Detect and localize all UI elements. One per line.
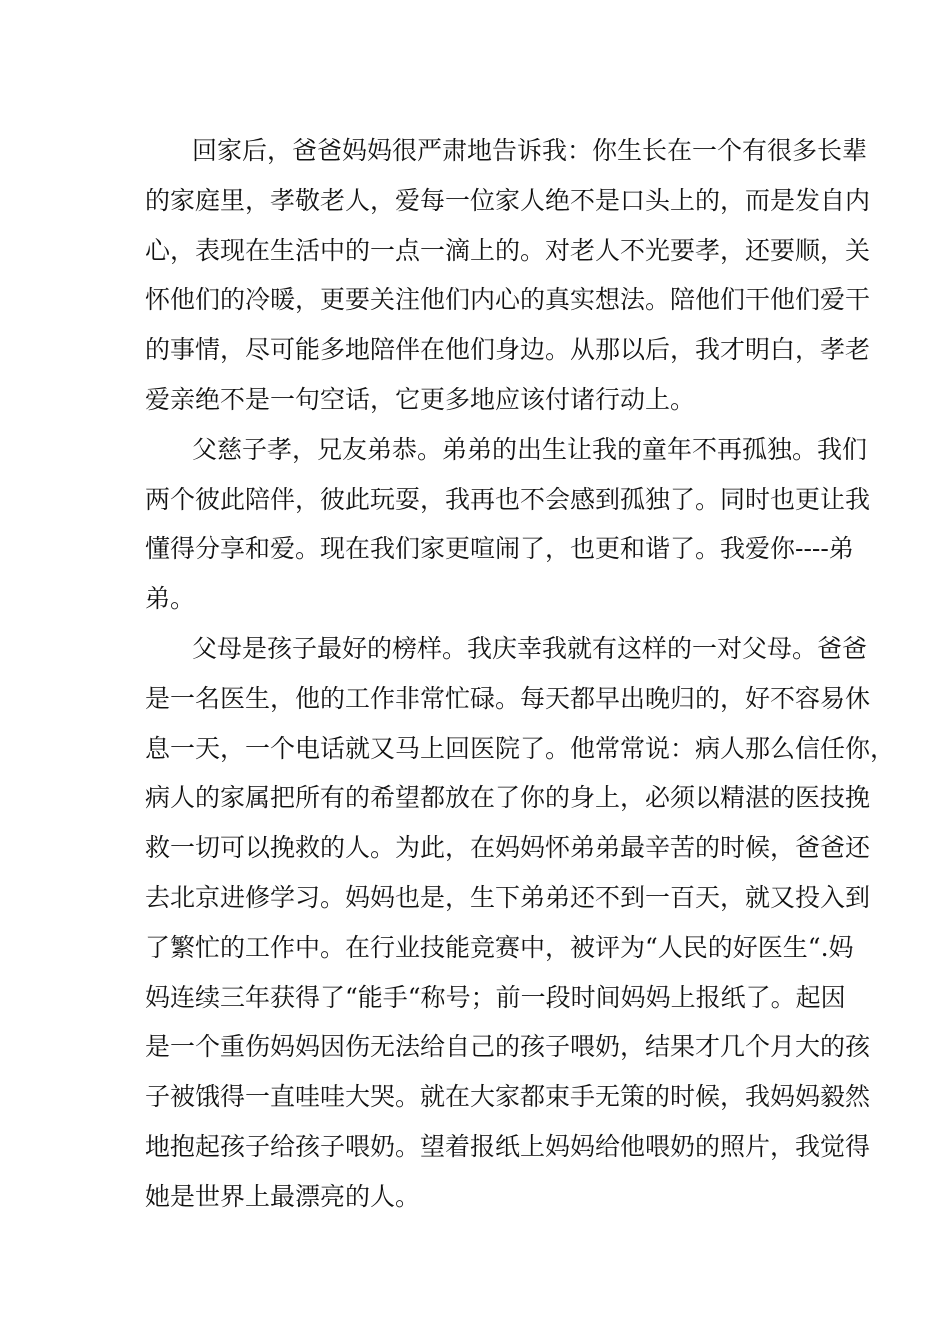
text-line: 去北京进修学习。妈妈也是，生下弟弟还不到一百天，就又投入到: [145, 882, 871, 912]
text-line: 爱亲绝不是一句空话，它更多地应该付诸行动上。: [145, 384, 696, 414]
paragraph-3: [145, 624, 896, 1222]
paragraph-1: [145, 126, 871, 425]
text-line: 是一名医生，他的工作非常忙碌。每天都早出晚归的，好不容易休: [145, 683, 871, 713]
text-line: 的家庭里，孝敬老人，爱每一位家人绝不是口头上的，而是发自内: [145, 185, 871, 215]
text-line: 两个彼此陪伴，彼此玩耍，我再也不会感到孤独了。同时也更让我: [145, 484, 871, 514]
text-line: 子被饿得一直哇哇大哭。就在大家都束手无策的时候，我妈妈毅然: [145, 1082, 871, 1112]
text-line: 父慈子孝，兄友弟恭。弟弟的出生让我的童年不再孤独。我们: [192, 434, 868, 464]
text-line: 回家后，爸爸妈妈很严肃地告诉我：你生长在一个有很多长辈: [192, 136, 868, 165]
text-line: 了繁忙的工作中。在行业技能竞赛中，被评为“人民的好医生“.妈: [145, 932, 854, 962]
paragraph-2: [145, 425, 871, 624]
text-line: 救一切可以挽救的人。为此，在妈妈怀弟弟最辛苦的时候，爸爸还: [145, 833, 871, 863]
text-line: 地抱起孩子给孩子喂奶。望着报纸上妈妈给他喂奶的照片，我觉得: [145, 1131, 871, 1161]
document-body: [145, 126, 896, 1222]
text-line: 是一个重伤妈妈因伤无法给自己的孩子喂奶，结果才几个月大的孩: [145, 1032, 871, 1062]
text-line: 她是世界上最漂亮的人。: [145, 1181, 421, 1211]
text-line: 息一天，一个电话就又马上回医院了。他常常说：病人那么信任你，: [145, 733, 896, 763]
text-line: 心，表现在生活中的一点一滴上的。对老人不光要孝，还要顺，关: [145, 235, 871, 265]
text-line: 怀他们的冷暖，更要关注他们内心的真实想法。陪他们干他们爱干: [145, 285, 871, 315]
text-line: 弟。: [145, 584, 196, 614]
text-line: 懂得分享和爱。现在我们家更喧闹了，也更和谐了。我爱你----弟: [145, 534, 854, 564]
text-line: 的事情，尽可能多地陪伴在他们身边。从那以后，我才明白，孝老: [145, 335, 871, 365]
text-line: 病人的家属把所有的希望都放在了你的身上，必须以精湛的医技挽: [145, 783, 871, 813]
text-line: 妈连续三年获得了“能手“称号；前一段时间妈妈上报纸了。起因: [145, 982, 846, 1012]
text-line: 父母是孩子最好的榜样。我庆幸我就有这样的一对父母。爸爸: [192, 633, 868, 663]
